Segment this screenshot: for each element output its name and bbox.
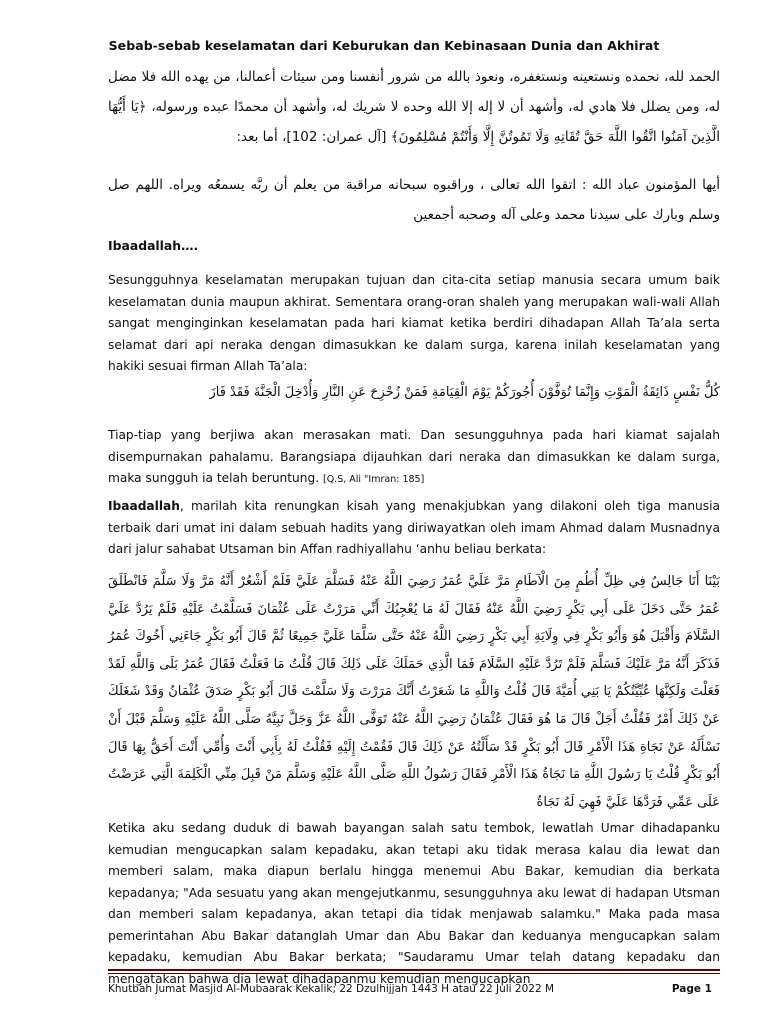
- arabic-hadith-utsman: بَيْنَا أَنَا جَالِسٌ فِي ظِلِّ أُطُمٍ مِنَ الْآطَامِ مَرَّ عَلَيَّ عُمَرُ رَضِيَ اللَّهُ عَنْهُ فَسَلَّمَ عَلَيَّ فَلَمْ أَشْعُرْ أَنَّهُ مَرَّ وَلَا سَلَّمَ فَانْطَلَقَ عُمَرُ حَتَّى دَخَلَ عَلَى أَبِي بَكْرٍ رَضِيَ اللَّهُ عَنْهُ فَقَالَ لَهُ مَا يُعْجِبُكَ أَنِّي مَرَرْتُ عَلَى عُثْمَانَ فَسَلَّمْتُ عَلَيْهِ فَلَمْ يَرُدَّ عَلَيَّ السَّلَامَ وَأَقْبَلَ هُوَ وَأَبُو بَكْرٍ فِي وِلَايَةِ أَبِي بَكْرٍ رَضِيَ اللَّهُ عَنْهُ حَتَّى سَلَّمَا عَلَيَّ جَمِيعًا ثُمَّ قَالَ أَبُو بَكْرٍ جَاءَنِي أَخُوكَ عُمَرُ فَذَكَرَ أَنَّهُ مَرَّ عَلَيْكَ فَسَلَّمَ فَلَمْ تَرُدَّ عَلَيْهِ السَّلَامَ فَمَا الَّذِي حَمَلَكَ عَلَى ذَلِكَ قَالَ قُلْتُ مَا فَعَلْتُ فَقَالَ عُمَرُ بَلَى وَاللَّهِ لَقَدْ فَعَلْتَ وَلَكِنَّهَا عُبِّيَّتُكُمْ يَا بَنِي أُمَيَّةَ قَالَ قُلْتُ وَاللَّهِ مَا شَعَرْتُ أَنَّكَ مَرَرْتَ وَلَا سَلَّمْتَ قَالَ أَبُو بَكْرٍ صَدَقَ عُثْمَانُ وَقَدْ شَغَلَكَ عَنْ ذَلِكَ أَمْرٌ فَقُلْتُ أَجَلْ قَالَ مَا هُوَ فَقَالَ عُثْمَانُ رَضِيَ اللَّهُ عَنْهُ تَوَفَّى اللَّهُ عَزَّ وَجَلَّ نَبِيَّهُ صَلَّى اللَّهُ عَلَيْهِ وَسَلَّمَ قَبْلَ أَنْ نَسْأَلَهُ عَنْ نَجَاةِ هَذَا الْأَمْرِ قَالَ أَبُو بَكْرٍ قَدْ سَأَلْتُهُ عَنْ ذَلِكَ قَالَ فَقُمْتُ إِلَيْهِ فَقُلْتُ لَهُ بِأَبِي أَنْتَ وَأُمِّي أَنْتَ أَحَقُّ بِهَا قَالَ أَبُو بَكْرٍ قُلْتُ يَا رَسُولَ اللَّهِ مَا نَجَاةُ هَذَا الْأَمْرِ فَقَالَ رَسُولُ اللَّهِ صَلَّى اللَّهُ عَلَيْهِ وَسَلَّمَ مَنْ قَبِلَ مِنِّي الْكَلِمَةَ الَّتِي عَرَضْتُ عَلَى عَمِّي فَرَدَّهَا عَلَيَّ فَهِيَ لَهُ نَجَاةٌ: [108, 574, 720, 810]
- hadits-intro-text: , marilah kita renungkan kisah yang menakjubkan yang dilakoni oleh tiga manusia terbaik dari umat ini dalam sebuah hadits yang diriwayatkan oleh imam Ahmad dalam Musnadnya dari jalur sahabat Utsaman bin Affan radhiyallahu ‘anhu beliau berkata:: [108, 499, 720, 556]
- ayat-citation: [Q.S, Ali "Imran: 185]: [322, 474, 425, 485]
- heading-ibaadallah: Ibaadallah….: [108, 238, 199, 253]
- arabic-opening-khutbah: الحمد لله، نحمده ونستعينه ونستغفره، ونعوذ بالله من شرور أنفسنا ومن سيئات أعمالنا، من يهده الله فلا مضل له، ومن يضلل فلا هادي له، وأشهد أن لا إله إلا الله وحده لا شريك له، وأشهد أن محمدًا عبده ورسوله، ﴿يَا أَيُّهَا الَّذِينَ آمَنُوا اتَّقُوا اللَّهَ حَقَّ تُقَاتِهِ وَلَا تَمُوتُنَّ إِلَّا وَأَنْتُمْ مُسْلِمُونَ﴾ [آل عمران: 102]، أما بعد:: [108, 69, 720, 145]
- paragraph-terjemah-hadits: Ketika aku sedang duduk di bawah bayangan salah satu tembok, lewatlah Umar dihadapanku kemudian mengucapkan salam kepadaku, akan tetapi aku tidak merasa kalau dia lewat dan memberi salam, maka diapun berlalu hingga menemui Abu Bakar, kemudian dia berkata kepadanya; "Ada sesuatu yang akan mengejutkanmu, sesungguhnya aku lewat di hadapan Utsman dan memberi salam kepadanya, akan tetapi dia tidak menjawab salamku." Maka pada masa pemerintahan Abu Bakar datanglah Umar dan Abu Bakar dan keduanya mengucapkan salam kepadaku, kemudian Abu Bakar berkata; "Saudaramu Umar telah datang kepadaku dan mengatakan bahwa dia lewat dihadapanmu kemudian mengucapkan: [108, 821, 720, 986]
- footer-rule-thick: [108, 969, 720, 971]
- paragraph-hadits-intro: [108, 496, 720, 561]
- page-number: Page 1: [671, 983, 712, 995]
- ibaadallah-bold: Ibaadallah: [108, 499, 180, 513]
- footer-text: Khutbah Jumat Masjid Al-Mubaarak Kekalik; 22 Dzulhijjah 1443 H atau 22 Juli 2022 M: [108, 983, 555, 995]
- document-title: Sebab-sebab keselamatan dari Keburukan dan Kebinasaan Dunia dan Akhirat: [108, 38, 660, 53]
- footer-rule-thin: [108, 973, 720, 974]
- arabic-wasiat-taqwa: أيها المؤمنون عباد الله : اتقوا الله تعالى ، وراقبوه سبحانه مراقبة من يعلم أن ربَّه يسمعُه ويراه. اللهم صل وسلم وبارك على سيدنا محمد وعلى آله وصحبه أجمعين: [108, 177, 720, 223]
- terjemah-text: Tiap-tiap yang berjiwa akan merasakan mati. Dan sesungguhnya pada hari kiamat sajalah disempurnakan pahalamu. Barangsiapa dijauhkan dari neraka dan dimasukkan ke dalam surga, maka sungguh ia telah beruntung.: [108, 428, 720, 485]
- paragraph-terjemah-ayat: [108, 425, 720, 491]
- paragraph-keselamatan: Sesungguhnya keselamatan merupakan tujuan dan cita-cita setiap manusia secara umum baik keselamatan dunia maupun akhirat. Sementara orang-oran shaleh yang merupakan wali-wali Allah sangat menginginkan keselamatan pada hari kiamat ketika berdiri dihadapan Allah Ta’ala serta selamat dari api neraka dengan dimasukkan ke dalam surga, karena inilah keselamatan yang hakiki sesuai firman Allah Ta’ala:: [108, 273, 720, 373]
- arabic-ayat-ali-imran-185: كُلُّ نَفْسٍ ذَائِقَةُ الْمَوْتِ وَإِنَّمَا تُوَفَّوْنَ أُجُورَكُمْ يَوْمَ الْقِيَامَةِ فَمَنْ زُحْزِحَ عَنِ النَّارِ وَأُدْخِلَ الْجَنَّةَ فَقَدْ فَازَ: [209, 385, 720, 400]
